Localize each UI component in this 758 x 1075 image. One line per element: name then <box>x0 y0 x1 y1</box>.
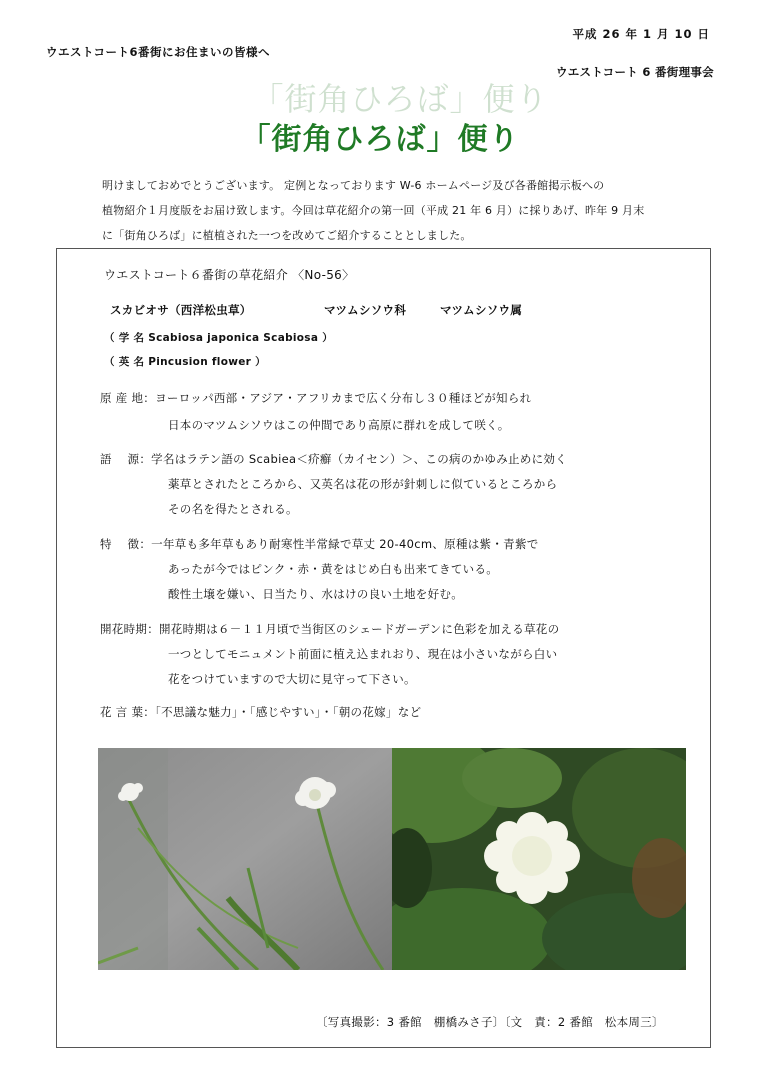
plant-name: スカビオサ（西洋松虫草） <box>110 303 252 317</box>
intro-line-3: に「街角ひろば」に植植された一つを改めてご紹介することとしました。 <box>102 229 472 242</box>
title-shadow: 「街角ひろば」便り <box>251 80 549 118</box>
bloom-line-3: 花をつけていますので大切に見守って下さい。 <box>168 672 416 686</box>
plant-genus: マツムシソウ属 <box>440 303 523 317</box>
etymology-line-2: 薬草とされたところから、又英名は花の形が針刺しに似ているところから <box>168 477 558 491</box>
intro-line-2: 植物紹介１月度版をお届け致します。今回は草花紹介の第一回（平成 21 年 6 月）に採りあげ、昨年 9 月末 <box>102 204 645 217</box>
credits: 〔写真撮影：3 番館 棚橋みさ子〕〔文 責：2 番館 松本周三〕 <box>316 1015 664 1029</box>
origin-line-2: 日本のマツムシソウはこの仲間であり高原に群れを成して咲く。 <box>168 418 510 432</box>
sender: ウエストコート 6 番街理事会 <box>555 65 714 79</box>
bloom-line-1: 開花時期：開花時期は６－１１月頃で当街区のシェードガーデンに色彩を加える草花の <box>100 622 560 636</box>
addressee: ウエストコート6番街にお住まいの皆様へ <box>46 45 271 59</box>
plant-family: マツムシソウ科 <box>324 303 407 317</box>
etymology-line-3: その名を得たとされる。 <box>168 502 298 516</box>
features-line-3: 酸性土壌を嫌い、日当たり、水はけの良い土地を好む。 <box>168 587 463 601</box>
english-name: （ 英 名 Pincusion flower ） <box>104 356 266 368</box>
features-line-2: あったが今ではピンク・赤・黄をはじめ白も出来てきている。 <box>168 562 499 576</box>
series-heading: ウエストコート６番街の草花紹介 〈No-56〉 <box>104 268 355 282</box>
flower-language: 花 言 葉：「不思議な魅力」・「感じやすい」・「朝の花嫁」など <box>100 705 422 719</box>
intro-line-1: 明けましておめでとうございます。 定例となっております W-6 ホームページ及び各番館掲示板への <box>102 179 605 192</box>
bloom-line-2: 一つとしてモニュメント前面に植え込まれおり、現在は小さいながら白い <box>168 647 558 661</box>
photo-scabiosa-stems <box>98 748 392 970</box>
issue-date: 平成 26 年 1 月 10 日 <box>572 27 710 41</box>
page-title: 「街角ひろば」便り <box>240 122 520 157</box>
etymology-line-1: 語 源：学名はラテン語の Scabiea＜疥癬（カイセン）＞、この病のかゆみ止めに効く <box>100 452 568 466</box>
features-line-1: 特 徴：一年草も多年草もあり耐寒性半常緑で草丈 20-40cm、原種は紫・青紫で <box>100 537 539 551</box>
origin-line-1: 原 産 地：ヨーロッパ西部・アジア・アフリカまで広く分布し３０種ほどが知られ <box>100 391 532 405</box>
photo-scabiosa-flower <box>392 748 686 970</box>
scientific-name: （ 学 名 Scabiosa japonica Scabiosa ） <box>104 332 334 344</box>
